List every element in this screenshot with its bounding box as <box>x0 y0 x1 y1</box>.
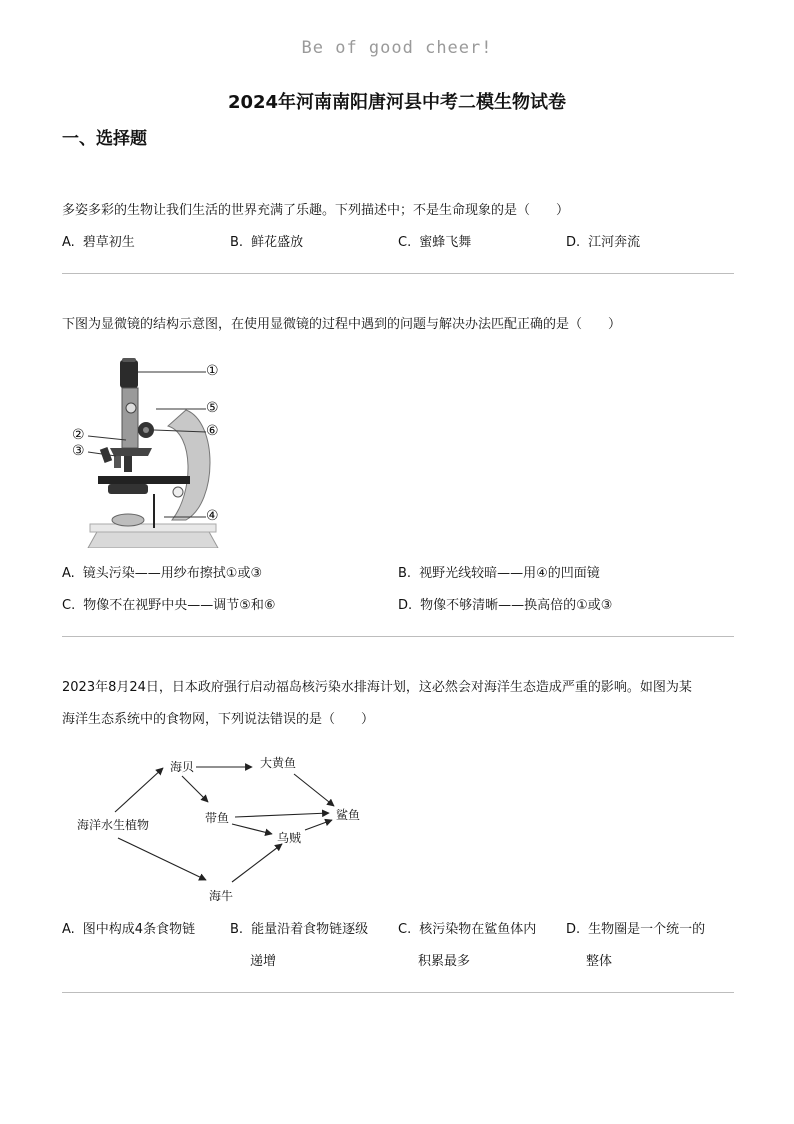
option-text: 鲜花盛放 <box>251 235 304 250</box>
question-divider <box>62 992 734 993</box>
node-hainiu: 海牛 <box>209 889 234 903</box>
option-label: A. <box>62 566 75 581</box>
question-1-option-b[interactable] <box>230 226 303 259</box>
question-divider <box>62 636 734 637</box>
option-text: 物像不够清晰——换高倍的①或③ <box>420 598 613 613</box>
option-text: 能量沿着食物链逐级 <box>251 922 369 937</box>
option-label: B. <box>398 566 412 581</box>
option-text: 生物圈是一个统一的 <box>588 922 706 937</box>
option-label: A. <box>62 235 75 250</box>
question-3-option-c-continued: 积累最多 <box>418 954 471 969</box>
question-3-option-d[interactable] <box>566 913 705 946</box>
question-3-option-a[interactable] <box>62 913 195 946</box>
microscope-label-2: ② <box>72 427 85 443</box>
node-dahuangyu: 大黄鱼 <box>260 756 297 770</box>
node-plant: 海洋水生植物 <box>77 818 150 832</box>
option-label: A. <box>62 922 75 937</box>
question-2-option-a[interactable] <box>62 557 262 590</box>
option-text: 图中构成4条食物链 <box>82 922 196 937</box>
question-2-option-d[interactable] <box>398 589 612 622</box>
question-1-option-a[interactable] <box>62 226 135 259</box>
option-label: B. <box>230 235 244 250</box>
question-3-option-b[interactable] <box>230 913 368 946</box>
header-motto: Be of good cheer! <box>301 38 493 58</box>
option-text: 江河奔流 <box>588 235 641 250</box>
node-shayu: 鲨鱼 <box>336 808 361 822</box>
microscope-label-4: ④ <box>206 508 219 524</box>
question-3-option-d-continued: 整体 <box>586 954 613 969</box>
option-label: D. <box>566 922 581 937</box>
question-2-stem: 下图为显微镜的结构示意图，在使用显微镜的过程中遇到的问题与解决办法匹配正确的是（ ） <box>62 317 622 332</box>
microscope-label-3: ③ <box>72 443 85 459</box>
option-text: 核污染物在鲨鱼体内 <box>419 922 537 937</box>
option-text: 物像不在视野中央——调节⑤和⑥ <box>83 598 276 613</box>
question-3-option-c[interactable] <box>398 913 536 946</box>
question-1-option-c[interactable] <box>398 226 471 259</box>
option-label: C. <box>398 922 412 937</box>
question-2-option-c[interactable] <box>62 589 276 622</box>
question-3-stem-line-1: 2023年8月24日，日本政府强行启动福岛核污染水排海计划，这必然会对海洋生态造成严重的影响。如图为某 <box>62 680 692 695</box>
section-heading: 一、选择题 <box>62 129 147 149</box>
option-label: C. <box>62 598 76 613</box>
node-wuzei: 乌贼 <box>277 831 302 845</box>
microscope-label-5: ⑤ <box>206 400 219 416</box>
document-title: 2024年河南南阳唐河县中考二模生物试卷 <box>227 92 567 113</box>
option-label: D. <box>566 235 581 250</box>
node-haibei: 海贝 <box>170 760 195 774</box>
option-text: 蜜蜂飞舞 <box>419 235 472 250</box>
question-1-option-d[interactable] <box>566 226 640 259</box>
option-text: 镜头污染——用纱布擦拭①或③ <box>82 566 263 581</box>
option-label: D. <box>398 598 413 613</box>
question-3-option-b-continued: 递增 <box>250 954 277 969</box>
option-text: 碧草初生 <box>82 235 135 250</box>
option-label: B. <box>230 922 244 937</box>
option-text: 视野光线较暗——用④的凹面镜 <box>419 566 600 581</box>
question-1-stem: 多姿多彩的生物让我们生活的世界充满了乐趣。下列描述中；不是生命现象的是（ ） <box>62 203 570 218</box>
option-label: C. <box>398 235 412 250</box>
food-web-labels <box>70 750 370 910</box>
microscope-label-6: ⑥ <box>206 423 219 439</box>
node-daiyu: 带鱼 <box>205 811 230 825</box>
question-divider <box>62 273 734 274</box>
question-3-stem-line-2: 海洋生态系统中的食物网，下列说法错误的是（ ） <box>62 712 375 727</box>
microscope-label-1: ① <box>206 363 219 379</box>
question-2-option-b[interactable] <box>398 557 600 590</box>
